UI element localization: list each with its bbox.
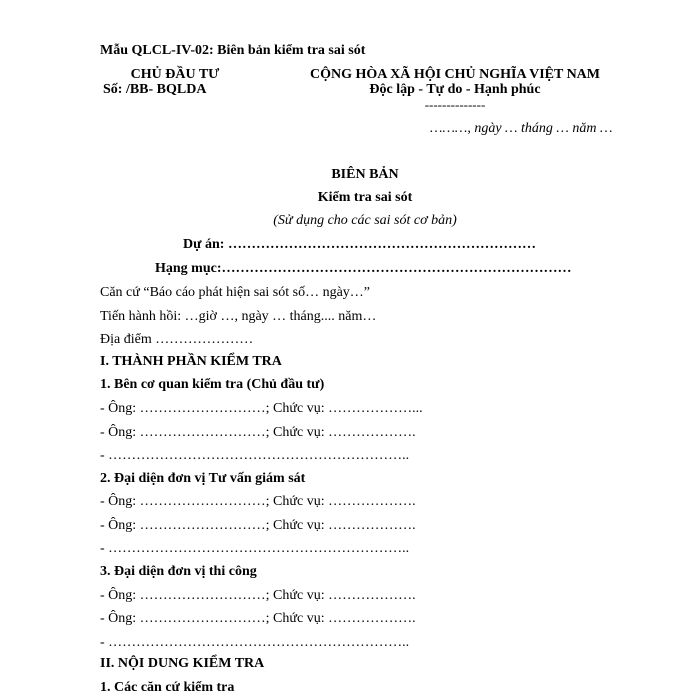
group-3-row: - Ông: ………………………; Chức vụ: ………………. bbox=[100, 611, 416, 626]
doc-note: (Sử dụng cho các sai sót cơ bản) bbox=[273, 213, 457, 228]
project-line: Dự án: ………………………………………………………… bbox=[183, 237, 536, 252]
doc-subtitle: Kiểm tra sai sót bbox=[317, 190, 413, 205]
group-2-row: - ……………………………………………………….. bbox=[100, 541, 410, 556]
place-line: Địa điểm ………………… bbox=[100, 332, 254, 347]
form-title: Mẫu QLCL-IV-02: Biên bản kiểm tra sai sót bbox=[100, 43, 366, 58]
group-3-row: - ……………………………………………………….. bbox=[100, 635, 410, 650]
nation-motto: Độc lập - Tự do - Hạnh phúc bbox=[369, 82, 541, 97]
section-2-sub-1: 1. Các căn cứ kiểm tra bbox=[100, 680, 235, 695]
section-2-heading: II. NỘI DUNG KIỂM TRA bbox=[100, 656, 265, 671]
group-3-title: 3. Đại diện đơn vị thi công bbox=[100, 564, 257, 579]
group-2-row: - Ông: ………………………; Chức vụ: ………………. bbox=[100, 494, 416, 509]
section-1-heading: I. THÀNH PHẦN KIỂM TRA bbox=[100, 354, 282, 369]
group-2-row: - Ông: ………………………; Chức vụ: ………………. bbox=[100, 518, 416, 533]
group-1-row: - Ông: ………………………; Chức vụ: ………………... bbox=[100, 401, 423, 416]
doc-title: BIÊN BẢN bbox=[331, 167, 399, 182]
group-1-row: - ……………………………………………………….. bbox=[100, 448, 410, 463]
time-line: Tiến hành hồi: …giờ …, ngày … tháng.... năm… bbox=[100, 309, 377, 324]
item-line: Hạng mục:………………………………………………………………… bbox=[155, 261, 572, 276]
group-1-title: 1. Bên cơ quan kiểm tra (Chủ đầu tư) bbox=[100, 377, 325, 392]
date-line: ………, ngày … tháng … năm … bbox=[430, 121, 613, 136]
motto-divider: -------------- bbox=[424, 97, 486, 112]
group-3-row: - Ông: ………………………; Chức vụ: ………………. bbox=[100, 588, 416, 603]
left-header-org: CHỦ ĐẦU TƯ bbox=[130, 67, 220, 82]
basis-line: Căn cứ “Báo cáo phát hiện sai sót số… ngày…” bbox=[100, 285, 371, 300]
group-2-title: 2. Đại diện đơn vị Tư vấn giám sát bbox=[100, 471, 306, 486]
nation-title: CỘNG HÒA XÃ HỘI CHỦ NGHĨA VIỆT NAM bbox=[309, 67, 600, 82]
group-1-row: - Ông: ………………………; Chức vụ: ………………. bbox=[100, 425, 416, 440]
document-number: Số: /BB- BQLDA bbox=[103, 82, 207, 97]
